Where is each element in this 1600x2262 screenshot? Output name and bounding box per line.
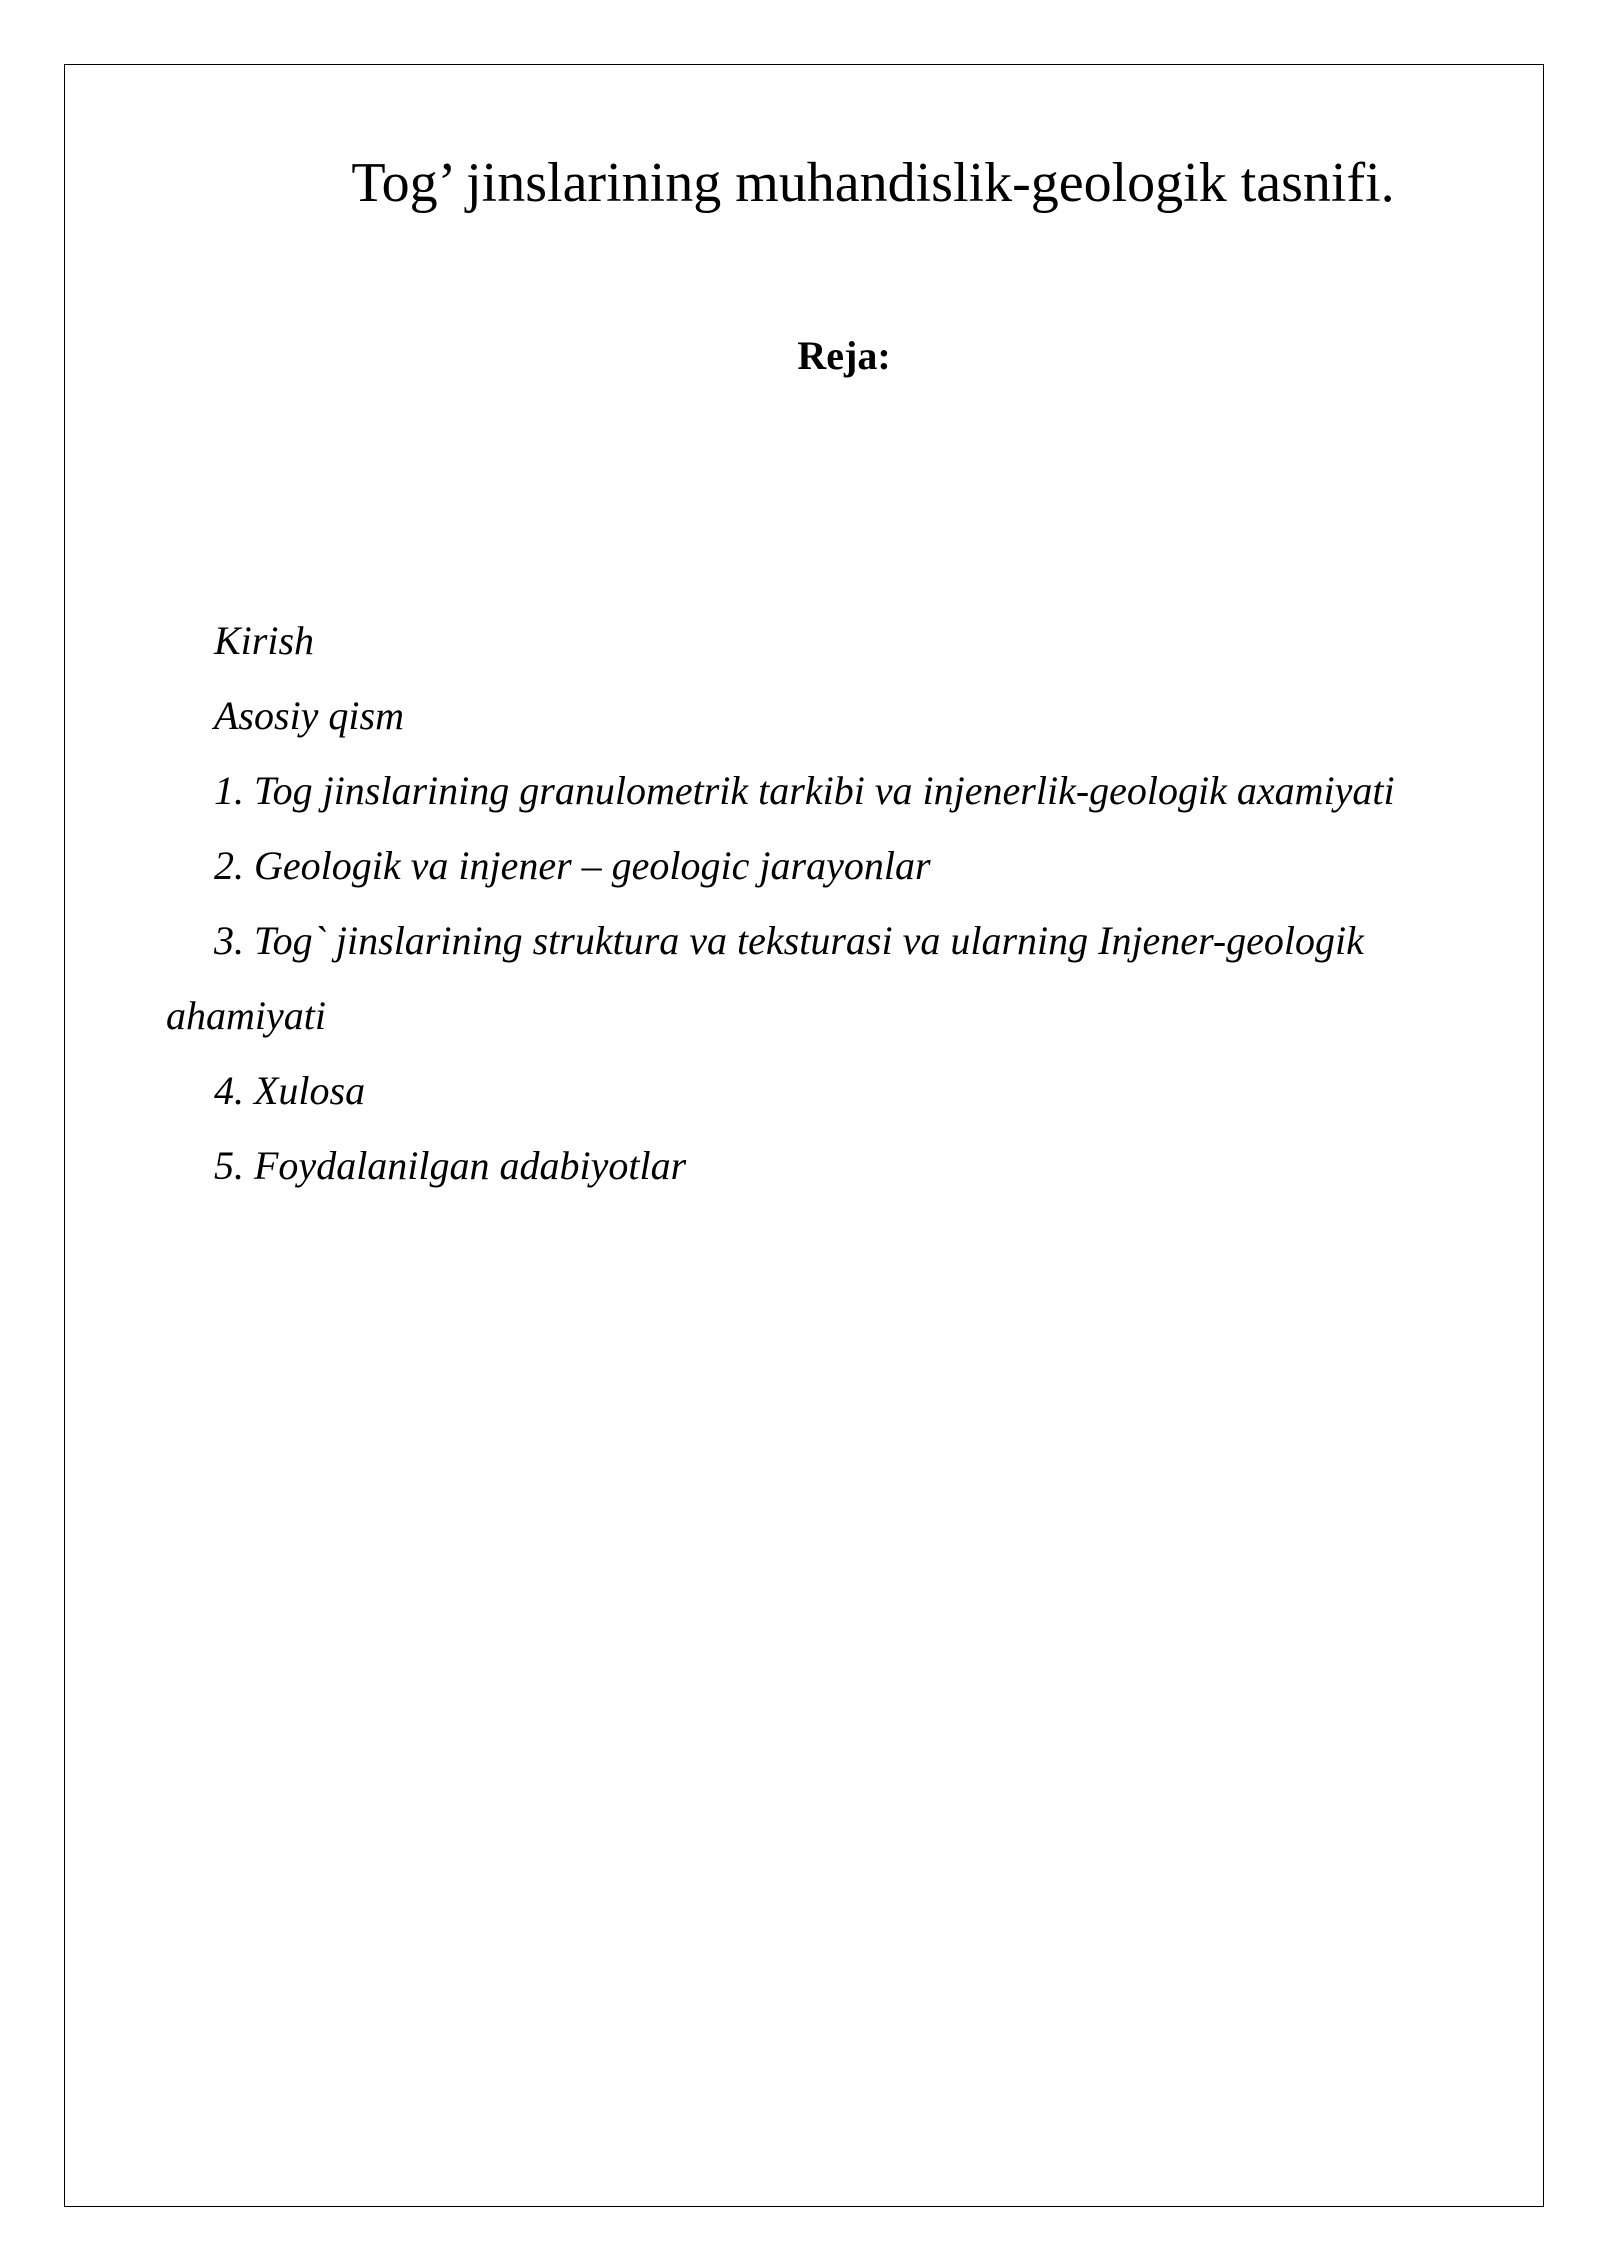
plan-item-2: 2. Geologik va injener – geologic jarayonlar <box>214 843 931 888</box>
plan-item-main-part: Asosiy qism <box>214 693 404 738</box>
plan-item-4: 4. Xulosa <box>214 1068 366 1113</box>
plan-list <box>166 603 1476 1203</box>
plan-item-1: 1. Tog jinslarining granulometrik tarkibi va injenerlik-geologik axamiyati <box>214 768 1395 813</box>
plan-item-3: 3. Tog` jinslarining struktura va teksturasi va ularning Injener-geologik ahamiyati <box>166 918 1364 1038</box>
document-title: Tog’ jinslarining muhandislik-geologik tasnifi. <box>351 152 1395 214</box>
plan-item-introduction: Kirish <box>214 618 315 663</box>
plan-heading: Reja: <box>797 333 891 378</box>
plan-item-5: 5. Foydalanilgan adabiyotlar <box>214 1143 687 1188</box>
